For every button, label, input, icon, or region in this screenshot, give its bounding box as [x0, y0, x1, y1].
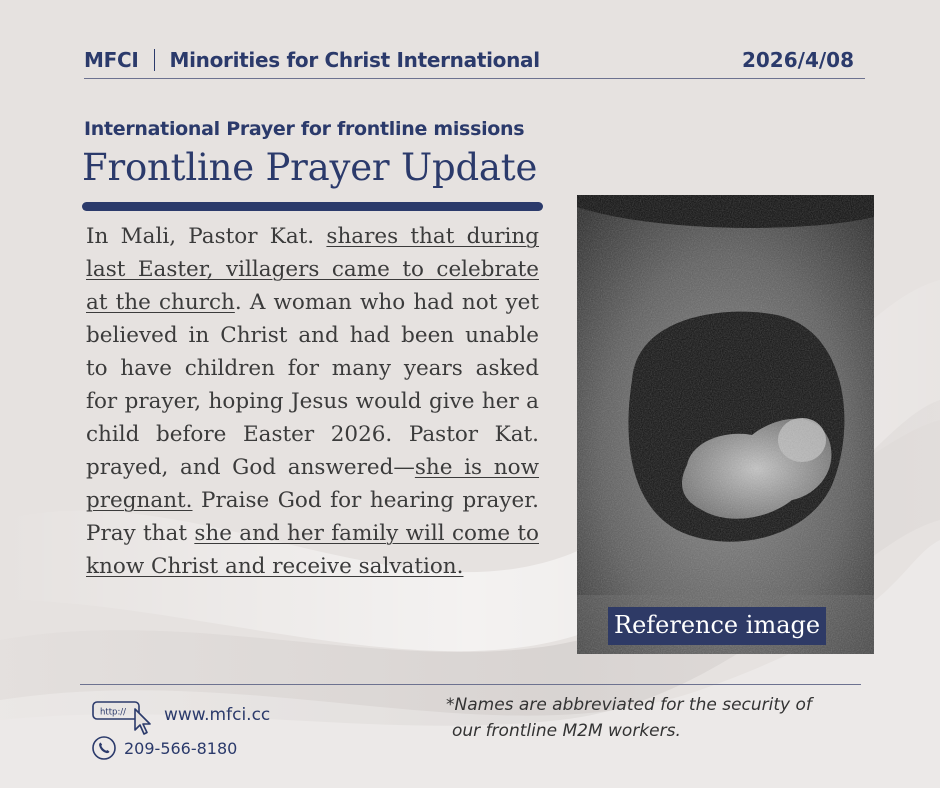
image-caption: Reference image	[608, 607, 826, 645]
web-icon-label: http://	[100, 707, 127, 718]
story-text-2: . A woman who had not yet believed in Christ and had been unable to have children for many years asked for prayer, hoping Jesus would give her a child before Easter 2026. Pastor Kat. prayed, and God answered—	[86, 290, 539, 480]
brand-abbreviation: MFCI	[84, 48, 139, 72]
header-brand	[84, 48, 540, 72]
phone-icon	[92, 736, 116, 764]
header-rule	[84, 78, 865, 79]
page-title: Frontline Prayer Update	[82, 146, 538, 189]
story-text-1: In Mali, Pastor Kat.	[86, 224, 327, 249]
footer-rule	[80, 684, 861, 685]
story-paragraph	[86, 220, 539, 583]
reference-image	[577, 195, 874, 654]
story-text-3: Praise God for hearing prayer. Pray that	[86, 488, 539, 546]
title-underline-bar	[82, 202, 543, 211]
security-note	[446, 692, 866, 744]
header-date: 2026/4/08	[741, 48, 854, 72]
website-link[interactable]: www.mfci.cc	[164, 705, 271, 725]
ultrasound-image-icon	[577, 195, 874, 654]
subtitle: International Prayer for frontline missions	[84, 118, 525, 140]
security-note-line-2: our frontline M2M workers.	[452, 721, 681, 741]
story-underlined-2: she is now pregnant.	[86, 455, 539, 513]
header-divider	[154, 49, 155, 71]
phone-number[interactable]: 209-566-8180	[124, 739, 238, 758]
security-note-line-1: *Names are abbreviated for the security of	[446, 695, 812, 715]
story-underlined-3: she and her family will come to know Christ and receive salvation.	[86, 521, 539, 579]
brand-name: Minorities for Christ International	[169, 48, 540, 72]
web-link-icon	[92, 700, 154, 740]
story-underlined-1: shares that during last Easter, villagers came to celebrate at the church	[86, 224, 539, 315]
